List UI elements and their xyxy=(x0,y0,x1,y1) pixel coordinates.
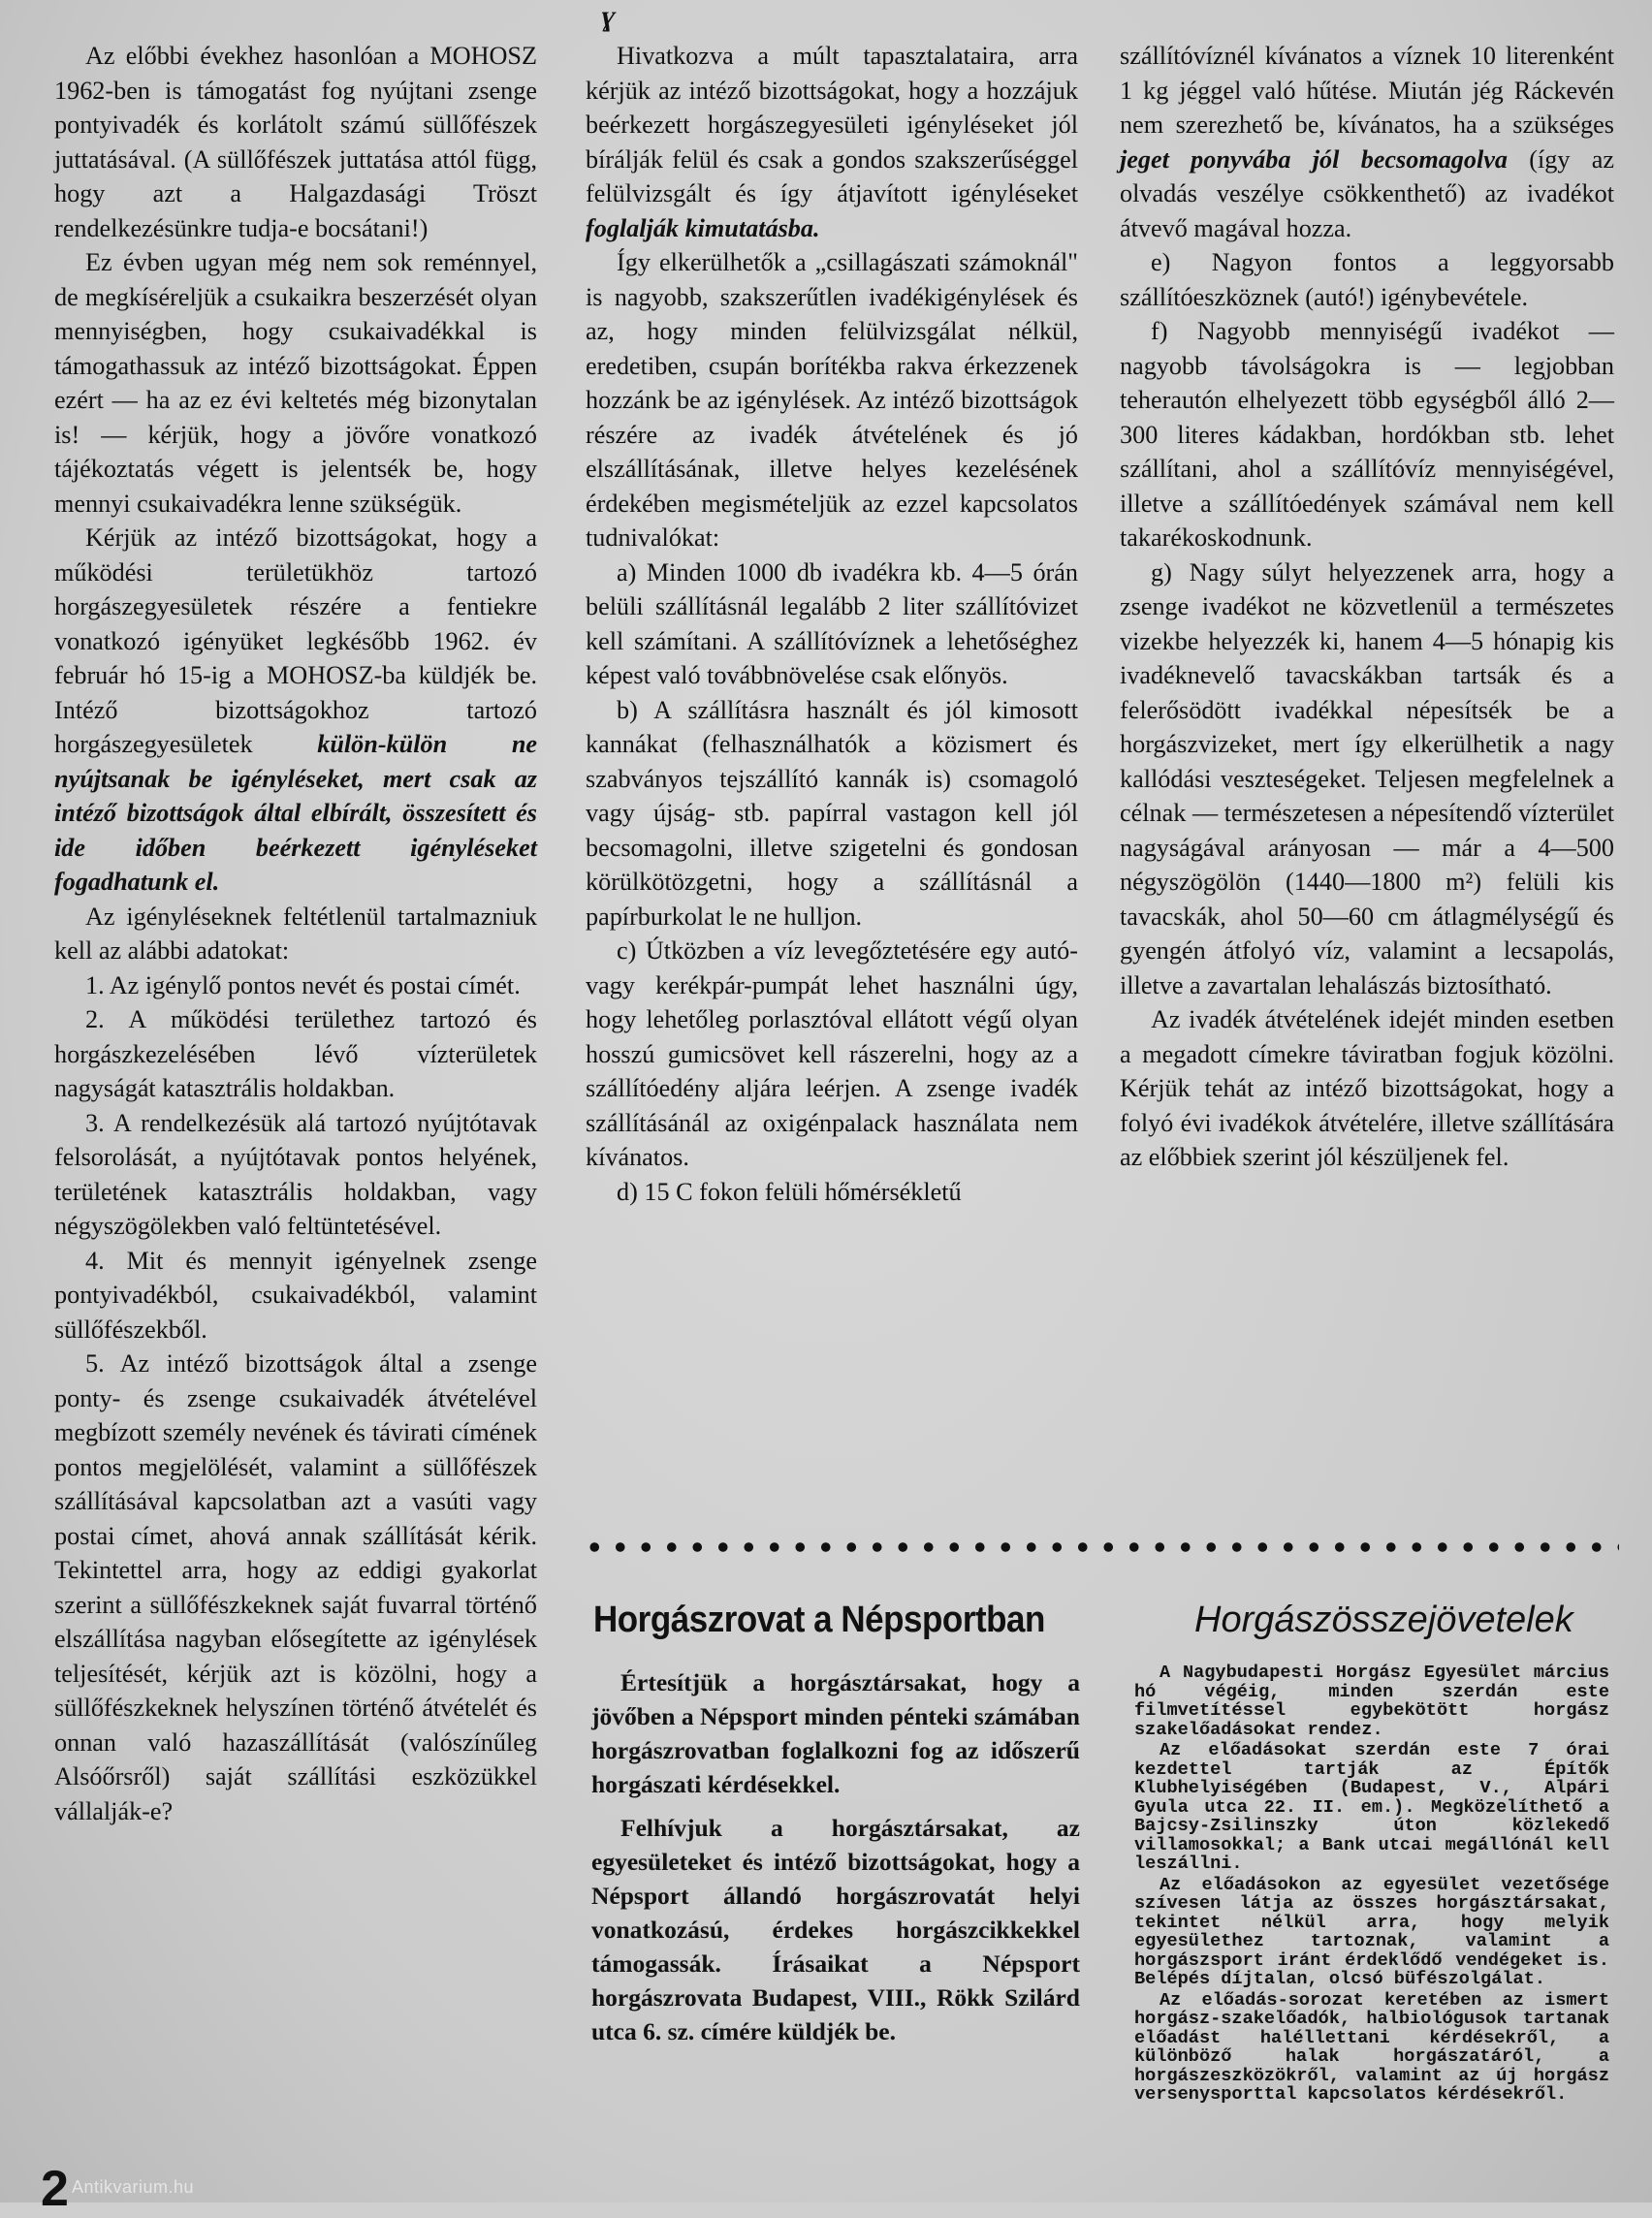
notice-heading-nepsport: Horgászrovat a Népsportban xyxy=(593,1600,1045,1640)
list-item: 4. Mit és mennyit igényelnek zsenge pontyivadékból, csukaivadékból, valamint süllőfészekből. xyxy=(54,1246,537,1344)
notice-nepsport xyxy=(591,1665,1080,2058)
paragraph: Kérjük az intéző bizottságokat, hogy a működési területükhöz tartozó horgászegyesületek részére a fentiekre vonatkozó igényüket legkésőbb 1962. év február hó 15-ig a MOHOSZ-ba küldjék be. Intéző bizottságokhoz tartozó horgászegyesületek külön-külön ne nyújtsanak be igényléseket, mert csak az intéző bizottságok által elbírált, összesített és ide időben beérkezett igényléseket fogadhatunk el. xyxy=(54,523,538,896)
list-item: a) Minden 1000 db ivadékra kb. 4—5 órán belüli szállításnál legalább 2 liter szállítóvizet kell számítani. A szállítóvíznek a lehetőséghez képest való továbbnövelése csak előnyös. xyxy=(586,557,1078,689)
list-item: b) A szállításra használt és jól kimosott kannákat (felhasználhatók a közismert és szabványos tejszállító kannák is) csomagoló vagy újság- stb. papírral vastagon kell jól becsomagolni, illetve szigetelni és gondosan körülkötözgetni, hogy a szállításnál a papírburkolat le ne hulljon. xyxy=(586,695,1078,931)
paragraph: szállítóvíznél kívánatos a víznek 10 literenként 1 kg jéggel való hűtése. Miután jég Ráckevén nem szerezhető be, kívánatos, ha a szükséges jeget ponyvába jól becsomagolva (így az olvadás veszélye csökkenthető) az ivadékot átvevő magával hozza. xyxy=(1120,42,1614,242)
list-item: 1. Az igénylő pontos nevét és postai címét. xyxy=(85,970,521,999)
column-2 xyxy=(586,39,1078,1209)
paragraph: Ez évben ugyan még nem sok reménnyel, de megkíséreljük a csukaikra beszerzését olyan mennyiségben, hogy csukaivadékkal is támogathassuk az intéző bizottságokat. Éppen ezért — ha az ez évi keltetés még bizonytalan is! — kérjük, hogy a jövőre vonatkozó tájékoztatás végett is jelentsék be, hogy mennyi csukaivadékra lenne szükségük. xyxy=(54,248,537,518)
watermark: Antikvarium.hu xyxy=(72,2177,195,2197)
notice-paragraph: Az előadás-sorozat keretében az ismert horgász-szakelőadók, halbiológusok tartanak előadást haléllettani kérdésekről, a különböző halak horgászatáról, a horgászeszközökről, valamint az új horgász versenysporttal kapcsolatos kérdésekről. xyxy=(1134,1989,1609,2105)
column-1 xyxy=(54,39,537,1828)
paragraph: Az igényléseknek feltétlenül tartalmazniuk kell az alábbi adatokat: xyxy=(54,902,537,965)
notice-paragraph: A Nagybudapesti Horgász Egyesület március hó végéig, minden szerdán este filmvetítéssel egybekötött horgász szakelőadásokat rendez. xyxy=(1134,1663,1609,1740)
dotted-separator xyxy=(582,1541,1619,1553)
list-item: c) Útközben a víz levegőztetésére egy autó- vagy kerékpár-pumpát lehet használni úgy, hogy lehetőleg porlasztóval ellátott végű olyan hosszú gumicsövet kell rászerelni, hogy az a szállítóedény aljára leérjen. A zsenge ivadék szállításánál az oxigénpalack használata nem kívánatos. xyxy=(586,936,1078,1171)
paragraph: Az előbbi évekhez hasonlóan a MOHOSZ 1962-ben is támogatást fog nyújtani zsenge pontyivadék és korlátolt számú süllőfészek juttatásával. (A süllőfészek juttatása attól függ, hogy azt a Halgazdasági Tröszt rendelkezésünkre tudja-e bocsátani!) xyxy=(54,42,537,242)
list-item: g) Nagy súlyt helyezzenek arra, hogy a zsenge ivadékot ne közvetlenül a természetes vizekbe helyezzék ki, hanem 4—5 hónapig kis ivadéknevelő tavacskákban tartsák és a felerősödött ivadékkal népesítsék be a horgászvizeket, mert így elkerülhetik a nagy kallódási veszteségeket. Teljesen megfelelnek a célnak — természetesen a népesítendő vízterület nagyságával arányosan — már a 4—500 négyszögölön (1440—1800 m²) felüli kis tavacskák, ahol 50—60 cm átlagmélységű és gyengén átfolyó víz, valamint a lecsapolás, illetve a zavartalan lehalászás biztosítható. xyxy=(1120,557,1614,999)
emphasis-text: jeget ponyvába jól becsomagolva xyxy=(1120,144,1508,174)
notice-paragraph: Az előadásokat szerdán este 7 órai kezdettel tartják az Építők Klubhelyiségében (Budapest, V., Alpári Gyula utca 22. II. em.). Megközelíthető a Bajcsy-Zsilinszky úton közlekedő villamosokkal; a Bank utcai megállónál kell leszállni. xyxy=(1134,1740,1609,1874)
emphasis-text: külön-külön ne nyújtsanak be igényléseket, mert csak az intéző bizottságok által elbírált, összesített és ide időben beérkezett igényléseket fogadhatunk el. xyxy=(54,730,538,896)
paragraph: Így elkerülhetők a „csillagászati számoknál" is nagyobb, szakszerűtlen ivadékigénylések és az, hogy minden felülvizsgálat nélkül, eredetiben, csupán borítékba rakva érkezzenek hozzánk be az igénylések. Az intéző bizottságok részére az ivadék átvételének és jó elszállításának, illetve helyes kezelésének érdekében megismételjük az ezzel kapcsolatos tudnivalókat: xyxy=(586,248,1078,552)
column-3 xyxy=(1120,39,1614,1175)
emphasis-text: foglalják kimutatásba. xyxy=(586,213,820,242)
page-number: 2 xyxy=(41,2161,69,2217)
list-item: 5. Az intéző bizottságok által a zsenge ponty- és zsenge csukaivadék átvételével megbízott személy nevének és távirati címének pontos megjelölését, valamint a süllőfészek szállításával kapcsolatban azt a vasúti vagy postai címet, ahová annak szállítását kérik. Tekintettel arra, hogy az eddigi gyakorlat szerint a süllőfészkeknek saját fuvarral történő elszállítása nagyban elősegítette az igénylések teljesítését, kérjük azt is közölni, hogy a süllőfészkeknek helyszínen történő átvételét és onnan való hazaszállítását (valószínűleg Alsóőrsről) saját szállítási eszközükkel vállalják-e? xyxy=(54,1349,537,1825)
cut-off-heading-fragment: ɣ xyxy=(601,0,616,32)
notice-meetings xyxy=(1134,1664,1609,2107)
list-item: d) 15 C fokon felüli hőmérsékletű xyxy=(617,1177,962,1206)
list-item: f) Nagyobb mennyiségű ivadékot — nagyobb távolságokra is — legjobban teherautón elhelyezett több egységből álló 2—300 literes kádakban, hordókban stb. lehet szállítani, ahol a szállítóvíz mennyiségével, illetve a szállítóedények számával nem kell takarékoskodnunk. xyxy=(1120,317,1614,552)
list-item: 2. A működési területhez tartozó és horgászkezelésében lévő vízterületek nagyságát katasztrális holdakban. xyxy=(54,1005,537,1102)
notice-paragraph: Felhívjuk a horgásztársakat, az egyesületeket és intéző bizottságokat, hogy a Népsport állandó horgászrovatát helyi vonatkozású, érdekes horgászcikkekkel támogassák. Írásaikat a Népsport horgászrovata Budapest, VIII., Rökk Szilárd utca 6. sz. címére küldjék be. xyxy=(591,1814,1080,2045)
notice-paragraph: Értesítjük a horgásztársakat, hogy a jövőben a Népsport minden pénteki számában horgászrovatban foglalkozni fog az időszerű horgászati kérdésekkel. xyxy=(591,1668,1080,1798)
list-item: 3. A rendelkezésük alá tartozó nyújtótavak felsorolását, a nyújtótavak pontos helyének, területének katasztrális holdakban, vagy négyszögölekben való feltüntetésével. xyxy=(54,1108,537,1240)
paragraph: Az ivadék átvételének idejét minden esetben a megadott címekre táviratban fogjuk közölni. Kérjük tehát az intéző bizottságokat, hogy a folyó évi ivadékok átvételére, illetve szállítására az előbbiek szerint jól készüljenek fel. xyxy=(1120,1005,1614,1171)
notice-paragraph: Az előadásokon az egyesület vezetősége szívesen látja az összes horgásztársakat, tekintet nélkül arra, hogy melyik egyesülethez tartoznak, valamint a horgászsport iránt érdeklődő vendégeket is. Belépés díjtalan, olcsó büfészolgálat. xyxy=(1134,1874,1609,1989)
paragraph: Hivatkozva a múlt tapasztalataira, arra kérjük az intéző bizottságokat, hogy a hozzájuk beérkezett horgászegyesületi igényléseket jól bírálják felül és csak a gondos szakszerűséggel felülvizsgált és így átjavított igényléseket foglalják kimutatásba. xyxy=(586,42,1078,242)
notice-heading-meetings: Horgászösszejövetelek xyxy=(1194,1600,1573,1640)
list-item: e) Nagyon fontos a leggyorsabb szállítóeszköznek (autó!) igénybevétele. xyxy=(1120,248,1614,311)
